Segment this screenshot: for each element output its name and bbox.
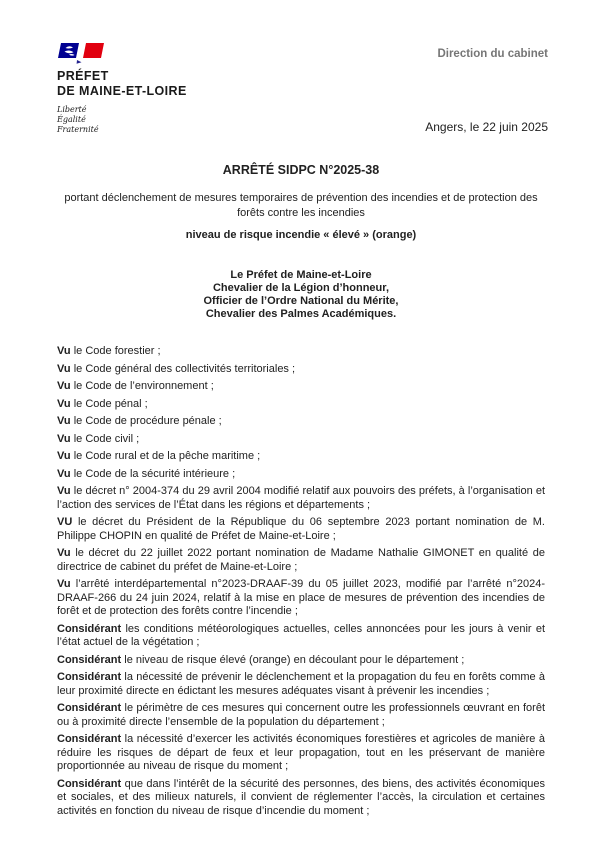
recital-text: le Code rural et de la pêche maritime ; <box>73 450 261 462</box>
authority-line: Chevalier de la Légion d’honneur, <box>212 282 390 294</box>
prefet-name <box>57 69 187 98</box>
recital-lead: Considérant <box>57 653 122 666</box>
recital-lead: Considérant <box>57 671 122 683</box>
gov-logo <box>57 42 187 135</box>
recital-text: le Code pénal ; <box>73 397 148 410</box>
recital-text: le Code civil ; <box>73 432 140 445</box>
recital-text: le Code forestier ; <box>73 345 161 357</box>
recital-text: la nécessité de prévenir le déclenchement et la propagation du feu en forêts comme à leur proximité directe en édictant les mesures adéquates visant à prévenir les incendies ; <box>57 671 545 697</box>
recital-lead: Vu <box>57 397 71 410</box>
recital-lead: Vu <box>57 450 71 462</box>
authority-line: Chevalier des Palmes Académiques. <box>205 308 397 320</box>
recital-lead: Considérant <box>57 777 122 790</box>
recital-paragraph <box>57 485 545 512</box>
recital-text: que dans l’intérêt de la sécurité des personnes, des biens, des activités économiques et sociales, et des milieux naturels, il convient de réglementer l’accès, la circulation et certaines activités en fonction du niveau de risque d’incendie du moment ; <box>57 777 545 817</box>
recital-lead: Vu <box>57 415 71 427</box>
recital-text: le périmètre de ces mesures qui concernent outre les professionnels œuvrant en forêt ou à proximité directe l’ensemble de la population du département ; <box>57 702 545 728</box>
risk-level: niveau de risque incendie « élevé » (orange) <box>185 229 417 241</box>
authority-block <box>57 269 545 321</box>
recital-text: le Code de procédure pénale ; <box>73 415 222 427</box>
recital-paragraph <box>57 671 545 698</box>
motto-line: Fraternité <box>57 125 99 134</box>
recital-paragraph <box>57 363 545 377</box>
recital-lead: Considérant <box>57 733 122 745</box>
recital-lead: Vu <box>57 345 71 357</box>
recital-lead: Vu <box>57 485 71 497</box>
prefet-name-line2: DE MAINE-ET-LOIRE <box>57 83 187 98</box>
recital-text: la nécessité d’exercer les activités économiques forestières et agricoles de manière à réduire les risques de départ de feux et leur propagation, tout en les préservant de manière proportionnée au niveau de risque du moment ; <box>57 733 546 772</box>
recital-lead: Vu <box>57 380 71 392</box>
recital-text: le décret du 22 juillet 2022 portant nomination de Madame Nathalie GIMONET en qualité de directrice de cabinet du préfet de Maine-et-Loire ; <box>57 547 545 573</box>
recital-lead: Considérant <box>57 622 122 635</box>
recital-paragraph <box>57 433 545 447</box>
recital-paragraph <box>57 654 545 668</box>
motto <box>57 105 187 135</box>
recital-paragraph <box>57 778 545 819</box>
prefet-name-line1: PRÉFET <box>57 69 109 83</box>
recitals-list <box>57 345 545 818</box>
decree-title: ARRÊTÉ SIDPC N°2025-38 <box>222 163 380 177</box>
recital-paragraph <box>57 702 545 729</box>
recital-paragraph <box>57 415 545 429</box>
decree-subtitle: portant déclenchement de mesures temporaires de prévention des incendies et de protection des forêts contre les incendies <box>64 192 538 219</box>
recital-text: le Code général des collectivités territoriales ; <box>73 362 296 375</box>
recital-paragraph <box>57 547 545 574</box>
recital-paragraph <box>57 623 545 650</box>
motto-line: Liberté <box>57 105 87 114</box>
recital-text: le Code de l’environnement ; <box>73 380 214 392</box>
motto-line: Égalité <box>57 115 86 124</box>
date-line: Angers, le 22 juin 2025 <box>425 120 548 134</box>
recital-paragraph <box>57 398 545 412</box>
recital-paragraph <box>57 578 545 619</box>
recital-paragraph <box>57 468 545 482</box>
recital-text: le Code de la sécurité intérieure ; <box>73 467 236 480</box>
recital-paragraph <box>57 345 545 359</box>
recital-text: le niveau de risque élevé (orange) en découlant pour le département ; <box>124 653 465 666</box>
authority-line: Officier de l’Ordre National du Mérite, <box>203 295 399 307</box>
recital-lead: Considérant <box>57 702 122 714</box>
authority-line: Le Préfet de Maine-et-Loire <box>230 269 372 281</box>
recital-text: les conditions météorologiques actuelles, celles annoncées pour les jours à venir et l’état actuel de la végétation ; <box>57 622 546 648</box>
direction-label: Direction du cabinet <box>437 48 548 60</box>
recital-lead: Vu <box>57 362 71 375</box>
recital-lead: Vu <box>57 547 71 559</box>
recital-lead: Vu <box>57 467 71 480</box>
recital-lead: VU <box>57 516 73 528</box>
decree-body <box>57 163 545 822</box>
french-flag-icon <box>57 42 107 66</box>
recital-paragraph <box>57 450 545 464</box>
recital-text: l’arrêté interdépartemental n°2023-DRAAF-39 du 05 juillet 2023, modifié par l’arrêté n°2024-DRAAF-266 du 24 juin 2024, relatif à la mise en place de mesures de prévention des incendies de forêt et de protection des forêts contre l’incendie ; <box>57 578 545 617</box>
recital-paragraph <box>57 516 545 543</box>
recital-lead: Vu <box>57 578 71 590</box>
recital-text: le décret du Président de la République du 06 septembre 2023 portant nomination de M. Philippe CHOPIN en qualité de Préfet de Maine-et-Loire ; <box>57 516 545 542</box>
recital-text: le décret n° 2004-374 du 29 avril 2004 modifié relatif aux pouvoirs des préfets, à l’organisation et l’action des services de l’État dans les régions et départements ; <box>57 485 545 511</box>
recital-lead: Vu <box>57 432 71 445</box>
recital-paragraph <box>57 380 545 394</box>
recital-paragraph <box>57 733 545 774</box>
